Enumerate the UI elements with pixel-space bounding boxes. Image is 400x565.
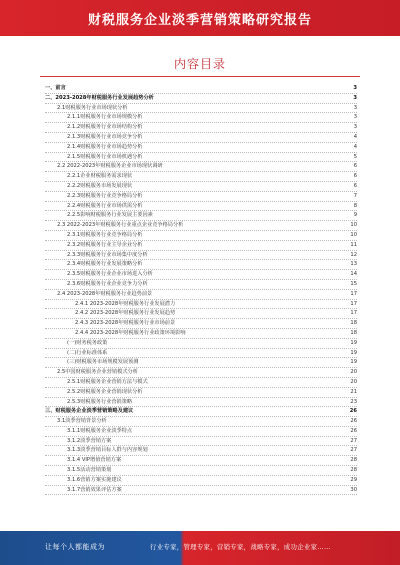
toc-entry-label: 2.2.5影响财税服务行业发展主要因素 <box>45 212 155 218</box>
toc-entry-label: 2.3.4财税服务行业发展策略分析 <box>45 261 144 267</box>
toc-entry-label: 2.2.1企业财税服务需求现状 <box>45 173 134 179</box>
toc-entry-label: 2.5.2财税服务企业营销现状分析 <box>45 389 144 395</box>
toc-entry[interactable] <box>45 172 357 182</box>
toc-entry-page: 19 <box>350 339 357 346</box>
toc-entry-label: (一)财务税务政策 <box>45 340 109 346</box>
toc-entry-label: 2.4 2023-2028年财税服务行业趋势前景 <box>45 291 154 297</box>
toc-entry-label: 2.3.5财税服务行业企业市场进入分析 <box>45 271 155 277</box>
toc-entry[interactable] <box>45 300 357 310</box>
toc-entry-page: 6 <box>353 173 357 180</box>
toc-entry-page: 10 <box>350 222 357 229</box>
toc-entry[interactable] <box>45 260 357 270</box>
toc-entry-label: 2.4.2 2023-2028年财税服务行业发展趋势 <box>45 310 177 316</box>
toc-entry-label: 二、2023-2028年财税服务行业发展趋势分析 <box>45 94 154 101</box>
toc-entry-page: 26 <box>350 418 357 425</box>
toc-entry-label: 3.1.1财税服务企业淡季特点 <box>45 428 134 434</box>
toc-entry-page: 17 <box>350 300 357 307</box>
footer-slogan: 让每个人都能成为 <box>45 543 105 551</box>
toc-entry[interactable] <box>45 270 357 280</box>
toc-entry-label: (三)财税服务市场规模发展预测 <box>45 359 141 365</box>
toc-entry-page: 29 <box>350 476 357 483</box>
report-footer-banner <box>0 531 400 565</box>
toc-entry[interactable] <box>45 329 357 339</box>
toc-entry-page: 18 <box>350 320 357 327</box>
toc-entry-page: 11 <box>350 241 357 248</box>
toc-entry-label: 2.3.6财税服务行业企业竞争力分析 <box>45 281 150 287</box>
toc-entry[interactable] <box>45 417 357 427</box>
toc-entry-label: 2.3.3财税服务行业市场集中度分析 <box>45 252 150 258</box>
toc-entry[interactable] <box>45 368 357 378</box>
toc-entry-label: 2.2.4财税服务行业市场供需分析 <box>45 203 144 209</box>
toc-entry-page: 28 <box>350 467 357 474</box>
toc-entry[interactable] <box>45 437 357 447</box>
toc-entry-page: 30 <box>350 486 357 493</box>
toc-entry-page: 9 <box>353 212 357 219</box>
toc-entry[interactable] <box>45 221 357 231</box>
toc-entry-page: 26 <box>350 427 357 434</box>
toc-entry[interactable] <box>45 339 357 349</box>
toc-entry-page: 4 <box>353 133 357 140</box>
toc-entry-label: 2.5.3财税服务行业营销策略 <box>45 399 134 405</box>
toc-entry-page: 3 <box>353 85 357 91</box>
toc-entry-label: 2.5.1财税服务企业营销方法与模式 <box>45 379 150 385</box>
toc-entry[interactable] <box>45 241 357 251</box>
toc-entry[interactable] <box>45 466 357 476</box>
toc-entry[interactable] <box>45 280 357 290</box>
toc-entry-page: 17 <box>350 290 357 297</box>
toc-entry-label: 2.1.4财税服务行业市场趋势分析 <box>45 144 144 150</box>
toc-entry-page: 3 <box>353 94 357 101</box>
table-of-contents <box>45 84 357 495</box>
toc-entry-label: 2.4.3 2023-2028年财税服务行业市场前景 <box>45 320 177 326</box>
toc-entry-label: 3.1.5活动营销策划 <box>45 467 113 473</box>
toc-entry[interactable] <box>45 211 357 221</box>
toc-entry-label: 2.1.5财税服务行业市场机遇分析 <box>45 154 144 160</box>
toc-entry[interactable] <box>45 104 357 114</box>
toc-entry[interactable] <box>45 143 357 153</box>
toc-entry[interactable] <box>45 251 357 261</box>
toc-entry[interactable] <box>45 407 357 417</box>
toc-entry-page: 21 <box>350 388 357 395</box>
toc-entry-label: 3.1.3淡季营销目标人群与内容规划 <box>45 447 150 453</box>
toc-entry[interactable] <box>45 309 357 319</box>
toc-entry[interactable] <box>45 388 357 398</box>
toc-entry-page: 15 <box>350 280 357 287</box>
toc-entry[interactable] <box>45 349 357 359</box>
toc-entry-label: 3.1.7营销效果评估方案 <box>45 487 124 493</box>
toc-entry-label: 2.5中国财税服务企业营销模式分析 <box>45 369 140 375</box>
report-header-banner <box>0 0 400 36</box>
toc-entry-page: 17 <box>350 310 357 317</box>
toc-entry-page: 23 <box>350 398 357 405</box>
toc-entry[interactable] <box>45 162 357 172</box>
toc-entry-label: 3.1.6营销方案实施建议 <box>45 477 124 483</box>
toc-entry-label: 2.3.2财税服务行业主导企业分析 <box>45 242 144 248</box>
toc-entry[interactable] <box>45 319 357 329</box>
toc-entry-page: 28 <box>350 457 357 464</box>
toc-heading: 内容目录 <box>173 57 226 71</box>
toc-entry-label: 2.2.3财税服务行业竞争格局分析 <box>45 193 144 199</box>
toc-entry[interactable] <box>45 358 357 368</box>
toc-entry[interactable] <box>45 290 357 300</box>
toc-entry-page: 14 <box>350 271 357 278</box>
toc-entry-page: 27 <box>350 437 357 444</box>
toc-entry-page: 6 <box>353 182 357 189</box>
toc-entry-page: 3 <box>353 124 357 131</box>
toc-entry[interactable] <box>45 153 357 163</box>
toc-entry-page: 27 <box>350 447 357 454</box>
toc-entry-label: 2.4.4 2023-2028年财税服务行业政策环境影响 <box>45 330 188 336</box>
toc-entry-label: (二)行业标准体系 <box>45 350 109 356</box>
toc-entry[interactable] <box>45 398 357 408</box>
toc-entry-page: 13 <box>350 261 357 268</box>
toc-entry[interactable] <box>45 202 357 212</box>
toc-entry[interactable] <box>45 133 357 143</box>
toc-entry[interactable] <box>45 84 357 94</box>
toc-entry-page: 19 <box>350 349 357 356</box>
toc-entry[interactable] <box>45 123 357 133</box>
report-title: 财税服务企业淡季营销策略研究报告 <box>87 13 312 28</box>
toc-entry-label: 2.1.3财税服务行业市场竞争分析 <box>45 134 144 140</box>
footer-tagline: 行业专家，管理专家，营销专家，战略专家，成功企业家…… <box>150 543 331 551</box>
toc-entry-label: 2.3.1财税服务行业竞争格局分析 <box>45 232 144 238</box>
toc-entry[interactable] <box>45 182 357 192</box>
toc-entry-label: 一、前言 <box>45 85 66 91</box>
toc-entry-page: 6 <box>353 163 357 170</box>
toc-entry[interactable] <box>45 476 357 486</box>
toc-entry-label: 2.1.2财税服务行业市场结构分析 <box>45 124 144 130</box>
toc-entry-page: 19 <box>350 359 357 366</box>
toc-entry-label: 3.1.4 VIP增值营销方案 <box>45 457 123 463</box>
toc-entry-label: 3.1.2淡季营销方案 <box>45 438 113 444</box>
toc-divider <box>40 76 360 77</box>
toc-entry-page: 5 <box>353 153 357 160</box>
toc-entry[interactable] <box>45 456 357 466</box>
toc-entry-page: 10 <box>350 231 357 238</box>
toc-entry-page: 18 <box>350 329 357 336</box>
toc-entry-label: 2.1.1财税服务行业市场规模分析 <box>45 114 144 120</box>
toc-entry-page: 12 <box>350 251 357 258</box>
toc-entry[interactable] <box>45 113 357 123</box>
toc-entry-label: 2.4.1 2023-2028年财税服务行业发展潜力 <box>45 301 177 307</box>
toc-entry-page: 7 <box>353 192 357 199</box>
toc-entry-page: 4 <box>353 143 357 150</box>
toc-entry[interactable] <box>45 94 357 104</box>
toc-entry-page: 26 <box>349 408 357 415</box>
toc-entry-page: 3 <box>353 114 357 121</box>
toc-entry-page: 20 <box>350 369 357 376</box>
toc-entry-label: 2.1财税服务行业市场现状分析 <box>45 105 130 111</box>
toc-entry-label: 三、财税服务企业淡季营销策略及建议 <box>45 408 134 415</box>
toc-entry[interactable] <box>45 192 357 202</box>
toc-entry[interactable] <box>45 486 357 496</box>
toc-entry-label: 2.3 2022-2023年财税服务行业重点企业竞争格局分析 <box>45 222 185 228</box>
toc-entry-page: 8 <box>353 202 357 209</box>
toc-entry-page: 20 <box>350 378 357 385</box>
toc-entry[interactable] <box>45 231 357 241</box>
toc-entry[interactable] <box>45 427 357 437</box>
toc-entry[interactable] <box>45 378 357 388</box>
toc-entry-label: 2.2 2022-2023年财税服务企业市场现状调研 <box>45 163 165 169</box>
toc-entry-label: 3.1淡季营销背景分析 <box>45 418 109 424</box>
toc-entry-label: 2.2.2财税服务市场发展现状 <box>45 183 134 189</box>
toc-entry[interactable] <box>45 446 357 456</box>
toc-entry-page: 3 <box>353 104 357 111</box>
